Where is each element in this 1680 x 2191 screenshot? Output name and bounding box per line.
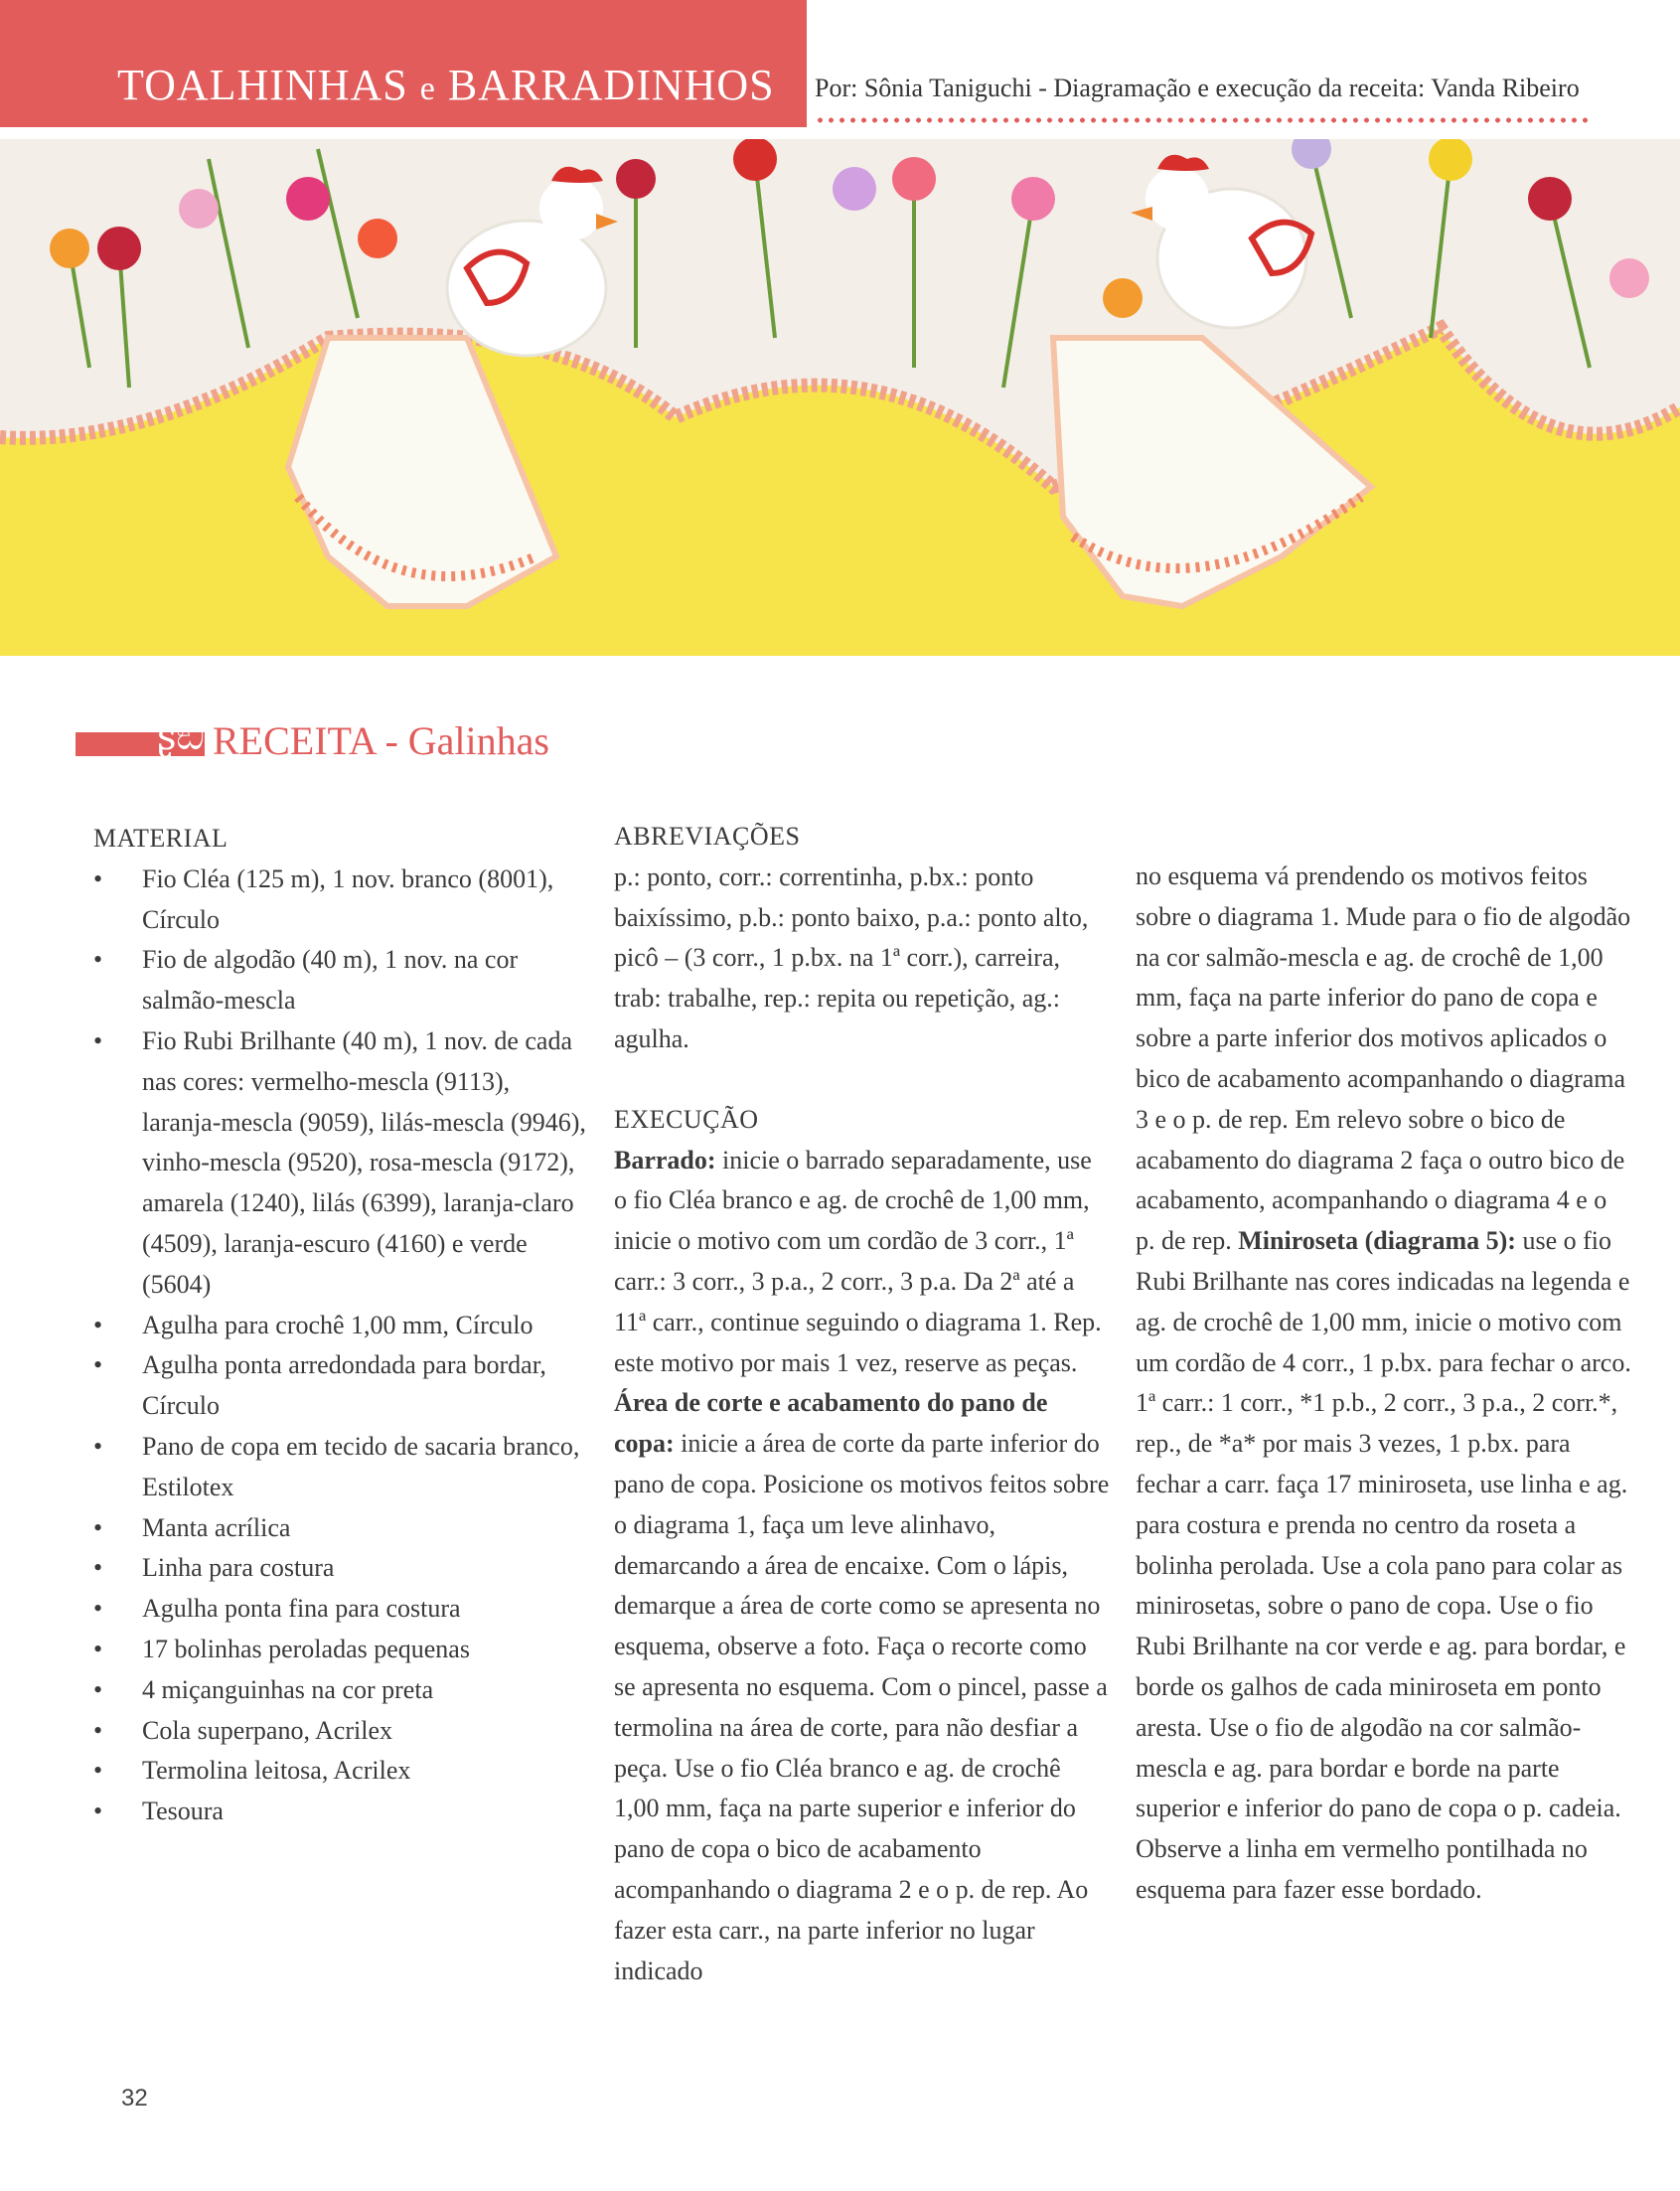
material-item: • Cola superpano, Acrilex [93,1711,590,1752]
page-title [117,60,775,110]
barrado-text: inicie o barrado separadamente, use o fio Cléa branco e ag. de crochê de 1,00 mm, inicie o motivo com um cordão de 3 corr., 1ª carr.: 3 corr., 3 p.a., 2 corr., 3 p.a. Da 2ª até a 11ª carr., continue seguindo o diagrama 1. Rep. este motivo por mais 1 vez, reserve as peças. [614,1145,1102,1377]
material-list [93,860,590,1832]
material-column [93,819,590,1832]
barrado-label: Barrado: [614,1145,716,1174]
material-item: • Fio Rubi Brilhante (40 m), 1 nov. de cada nas cores: vermelho-mescla (9113), laranja-mescla (9059), lilás-mescla (9946), vinho-mescla (9520), rosa-mescla (9172), amarela (1240), lilás (6399), laranja-claro (4509), laranja-escuro (4160) e verde (5604) [93,1021,590,1306]
crochet-photo [0,139,1680,656]
material-item: • Manta acrílica [93,1508,590,1549]
material-heading: MATERIAL [93,824,229,853]
material-item: • Termolina leitosa, Acrilex [93,1751,590,1792]
miniroseta-label: Miniroseta (diagrama 5): [1238,1226,1516,1256]
exec-paragraph [614,1141,1111,1992]
material-item: • Linha para costura [93,1548,590,1589]
credits: Por: Sônia Taniguchi - Diagramação e execução da receita: Vanda Ribeiro [815,74,1580,102]
section-title: RECEITA - Galinhas [213,718,549,763]
title-word-e: e [419,71,436,107]
material-item: • 17 bolinhas peroladas pequenas [93,1630,590,1670]
page-number: 32 [121,2085,148,2112]
material-item: • Fio de algodão (40 m), 1 nov. na cor salmão-mescla [93,940,590,1021]
instructions-column-1 [614,817,1111,1991]
abbrev-text: p.: ponto, corr.: correntinha, p.bx.: ponto baixíssimo, p.b.: ponto baixo, p.a.: ponto alto, picô – (3 corr., 1 p.bx. na 1ª corr.), carreira, trab: trabalhe, rep.: repita ou repetição, ag.: agulha. [614,861,1089,1053]
material-item: • Fio Cléa (125 m), 1 nov. branco (8001), Círculo [93,860,590,941]
instructions-column-2 [1136,857,1632,1911]
dotted-divider [815,117,1590,123]
abbrev-heading: ABREVIAÇÕES [614,822,801,851]
material-item: • Agulha ponta fina para costura [93,1589,590,1630]
material-item: • 4 miçanguinhas na cor preta [93,1670,590,1711]
area-label: Área de corte e acabamento do pano de copa: [614,1388,1048,1459]
material-item: • Agulha ponta arredondada para bordar, Círculo [93,1345,590,1427]
area-text: inicie a área de corte da parte inferior do pano de copa. Posicione os motivos feitos sobre o diagrama 1, faça um leve alinhavo, demarcando a área de encaixe. Com o lápis, demarque a área de corte como se apresenta no esquema, observe a foto. Faça o recorte como se apresenta no esquema. Com o pincel, passe a termolina na área de corte, para não desfiar a peça. Use o fio Cléa branco e ag. de crochê 1,00 mm, faça na parte superior e inferior do pano de copa o bico de acabamento acompanhando o diagrama 2 e o p. de rep. Ao fazer esta carr., na parte inferior no lugar indicado [614,1429,1110,1985]
title-word-2: BARRADINHOS [447,61,775,109]
crochet-illustration [0,139,1680,656]
material-item: • Agulha para crochê 1,00 mm, Círculo [93,1306,590,1346]
miniroseta-text: use o fio Rubi Brilhante nas cores indicadas na legenda e ag. de crochê de 1,00 mm, inicie o motivo com um cordão de 4 corr., 1 p.bx. para fechar o arco. 1ª carr.: 1 corr., *1 p.b., 2 corr., 3 p.a., 2 corr.*, rep., de *a* por mais 3 vezes, 1 p.bx. para fechar a carr. faça 17 miniroseta, use linha e ag. para costura e prenda no centro da roseta a bolinha perolada. Use a cola pano para colar as minirosetas, sobre o pano de copa. Use o fio Rubi Brilhante na cor verde e ag. para bordar, e borde os galhos de cada miniroseta em ponto aresta. Use o fio de algodão na cor salmão-mescla e ag. para bordar e borde na parte superior e inferior do pano de copa o p. cadeia. Observe a linha em vermelho pontilhada no esquema para fazer esse bordado. [1136,1226,1631,1904]
exec-heading: EXECUÇÃO [614,1104,759,1134]
exec-continued [1136,857,1632,1911]
title-word-1: TOALHINHAS [117,61,408,109]
col3-text: no esquema vá prendendo os motivos feitos sobre o diagrama 1. Mude para o fio de algodão na cor salmão-mescla e ag. de crochê de 1,00 mm, faça na parte inferior do pano de copa e sobre a parte inferior dos motivos aplicados o bico de acabamento acompanhando o diagrama 3 e o p. de rep. Em relevo sobre o bico de acabamento do diagrama 2 faça o outro bico de acabamento, acompanhando o diagrama 4 e o p. de rep. [1136,861,1631,1256]
material-item: • Pano de copa em tecido de sacaria branco, Estilotex [93,1427,590,1508]
ornament-icon: ʂඞ [157,714,205,758]
material-item: • Tesoura [93,1792,590,1832]
